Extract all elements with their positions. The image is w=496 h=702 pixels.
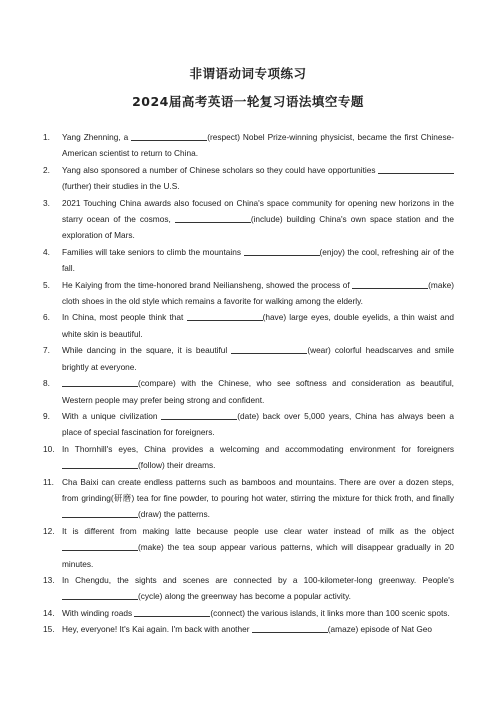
question-text-after: (make) cloth shoes in the old style which remains a favorite for walking among the elderly. <box>62 279 454 307</box>
question-item <box>40 572 454 605</box>
question-text-after: (include) building China's own space station and the exploration of Mars. <box>62 214 454 241</box>
answer-blank[interactable] <box>62 459 138 469</box>
answer-blank[interactable] <box>187 311 263 321</box>
question-item <box>40 621 454 637</box>
question-text-after: (wear) colorful headscarves and smile brightly at everyone. <box>62 345 454 372</box>
question-item <box>40 474 454 523</box>
question-number: 15. <box>43 624 55 635</box>
question-number: 8. <box>43 378 50 389</box>
question-number: 3. <box>43 197 50 208</box>
question-item <box>40 129 454 162</box>
answer-blank[interactable] <box>62 590 138 600</box>
question-number: 7. <box>43 345 50 356</box>
question-text-after: (respect) Nobel Prize-winning physicist, became the first Chinese-American scientist to return to China. <box>62 132 454 159</box>
question-number: 6. <box>43 312 50 323</box>
answer-blank[interactable] <box>252 623 328 633</box>
question-list <box>40 129 454 638</box>
question-item <box>40 441 454 474</box>
question-text-before: In Thornhill's eyes, China provides a welcoming and accommodating environment for foreigners <box>62 443 454 454</box>
question-number: 12. <box>43 525 55 536</box>
question-item <box>40 408 454 441</box>
question-item <box>40 309 454 342</box>
question-text-before: In China, most people think that <box>62 312 187 323</box>
question-number: 13. <box>43 574 55 585</box>
question-text-before: Yang also sponsored a number of Chinese scholars so they could have opportunities <box>62 164 378 175</box>
answer-blank[interactable] <box>62 377 138 387</box>
question-text-after: (date) back over 5,000 years, China has always been a place of special fascination for foreigners. <box>62 410 454 438</box>
question-text-before: Cha Baixi can create endless patterns such as bamboos and mountains. There are over a dozen steps, from grinding(研磨) tea for fine powder, to pouring hot water, stirring the mixture for thick froth, and finally <box>62 476 454 503</box>
question-text-before: With a unique civilization <box>62 410 162 421</box>
answer-blank[interactable] <box>62 541 138 551</box>
question-text-before: 2021 Touching China awards also focused on China's space community for opening new horizons in the starry ocean of the cosmos, <box>62 197 454 225</box>
answer-blank[interactable] <box>175 213 251 223</box>
question-text-after: (amaze) episode of Nat Geo <box>327 624 433 635</box>
question-item <box>40 162 454 195</box>
question-item <box>40 342 454 375</box>
question-text-after: (make) the tea soup appear various patterns, which will disappear gradually in 20 minutes. <box>62 542 454 569</box>
question-text-before: While dancing in the square, it is beautiful <box>62 345 232 356</box>
answer-blank[interactable] <box>161 410 237 420</box>
answer-blank[interactable] <box>352 279 428 289</box>
answer-blank[interactable] <box>231 344 307 354</box>
question-text-before: Hey, everyone! It's Kai again. I'm back with another <box>62 624 252 635</box>
question-number: 2. <box>43 164 50 175</box>
question-text-before: It is different from making latte because people use clear water instead of milk as the object <box>62 525 454 536</box>
question-text-after: (cycle) along the greenway has become a popular activity. <box>138 591 351 602</box>
answer-blank[interactable] <box>62 508 138 518</box>
answer-blank[interactable] <box>131 131 207 141</box>
question-item <box>40 375 454 408</box>
question-text-after: (further) their studies in the U.S. <box>62 181 180 192</box>
question-text-after: (enjoy) the cool, refreshing air of the fall. <box>62 246 454 274</box>
question-item <box>40 244 454 277</box>
question-text-after: (have) large eyes, double eyelids, a thin waist and white skin is beautiful. <box>62 312 454 339</box>
question-number: 14. <box>43 607 55 618</box>
answer-blank[interactable] <box>244 246 320 256</box>
question-item <box>40 605 454 621</box>
page-subtitle: 2024届高考英语一轮复习语法填空专题 <box>132 94 364 109</box>
question-item <box>40 277 454 310</box>
page-title: 非谓语动词专项练习 <box>189 66 307 81</box>
question-item <box>40 523 454 572</box>
question-number: 9. <box>43 410 50 421</box>
question-number: 10. <box>43 443 55 454</box>
question-text-after: (connect) the various islands, it links more than 100 scenic spots. <box>210 607 450 618</box>
question-text-before: He Kaiying from the time-honored brand Neiliansheng, showed the process of <box>62 279 353 290</box>
answer-blank[interactable] <box>378 164 454 174</box>
answer-blank[interactable] <box>134 607 210 617</box>
question-number: 1. <box>43 132 50 142</box>
question-text-before: Families will take seniors to climb the mountains <box>62 246 244 257</box>
question-item <box>40 195 454 244</box>
question-text-after: (compare) with the Chinese, who see softness and consideration as beautiful, Western people may prefer being strong and confident. <box>62 378 454 405</box>
question-text-after: (draw) the patterns. <box>138 509 210 520</box>
question-text-before: With winding roads <box>62 607 135 618</box>
question-text-before: In Chengdu, the sights and scenes are connected by a 100-kilometer-long greenway. People's <box>62 574 454 585</box>
question-text-after: (follow) their dreams. <box>138 460 216 471</box>
question-number: 5. <box>43 279 50 290</box>
question-text-before: Yang Zhenning, a <box>62 132 132 142</box>
question-number: 4. <box>43 246 50 257</box>
question-number: 11. <box>43 476 54 487</box>
